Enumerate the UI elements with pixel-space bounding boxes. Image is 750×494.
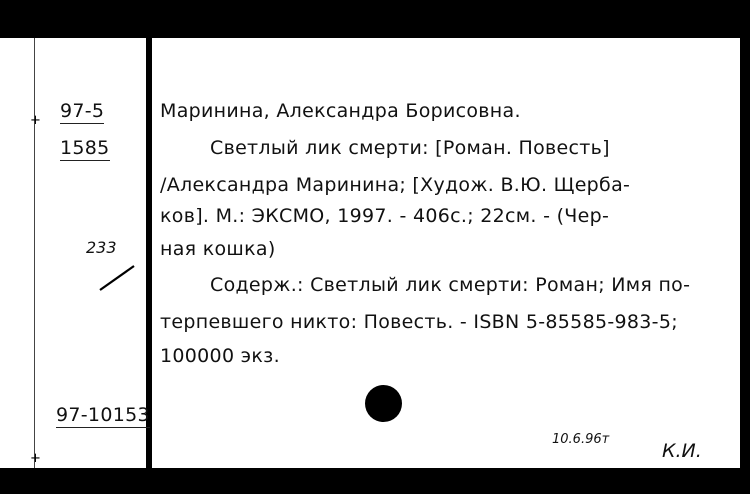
handwritten-date: 10.6.96т: [552, 432, 610, 447]
card-border-top: [0, 0, 750, 38]
punch-hole: [365, 385, 402, 422]
contents-line: Содерж.: Светлый лик смерти: Роман; Имя по-: [210, 274, 691, 296]
isbn-line: терпевшего никто: Повесть. - ISBN 5-85585-983-5;: [160, 311, 678, 333]
crop-mark-icon: +: [30, 451, 41, 466]
handwritten-initials: К.И.: [662, 440, 702, 462]
print-run-line: 100000 экз.: [160, 345, 280, 367]
call-number-top: 97-5: [60, 100, 105, 122]
publication-line: ков]. М.: ЭКСМО, 1997. - 406с.; 22см. - (Чер-: [160, 205, 610, 227]
title-line: Светлый лик смерти: [Роман. Повесть]: [210, 137, 610, 159]
card-edge-line: [34, 38, 35, 468]
responsibility-line: /Александра Маринина; [Худож. В.Ю. Щерба-: [160, 174, 631, 196]
call-number-bottom: 97-10153: [56, 404, 150, 426]
author-line: Маринина, Александра Борисовна.: [160, 100, 521, 122]
handwritten-margin-number: 233: [86, 238, 117, 257]
card-border-right: [740, 0, 750, 494]
series-line: ная кошка): [160, 238, 276, 260]
card-border-bottom: [0, 468, 750, 494]
call-number-second: 1585: [60, 137, 110, 159]
handwritten-stroke-icon: [98, 262, 138, 292]
crop-mark-icon: +: [30, 113, 41, 128]
